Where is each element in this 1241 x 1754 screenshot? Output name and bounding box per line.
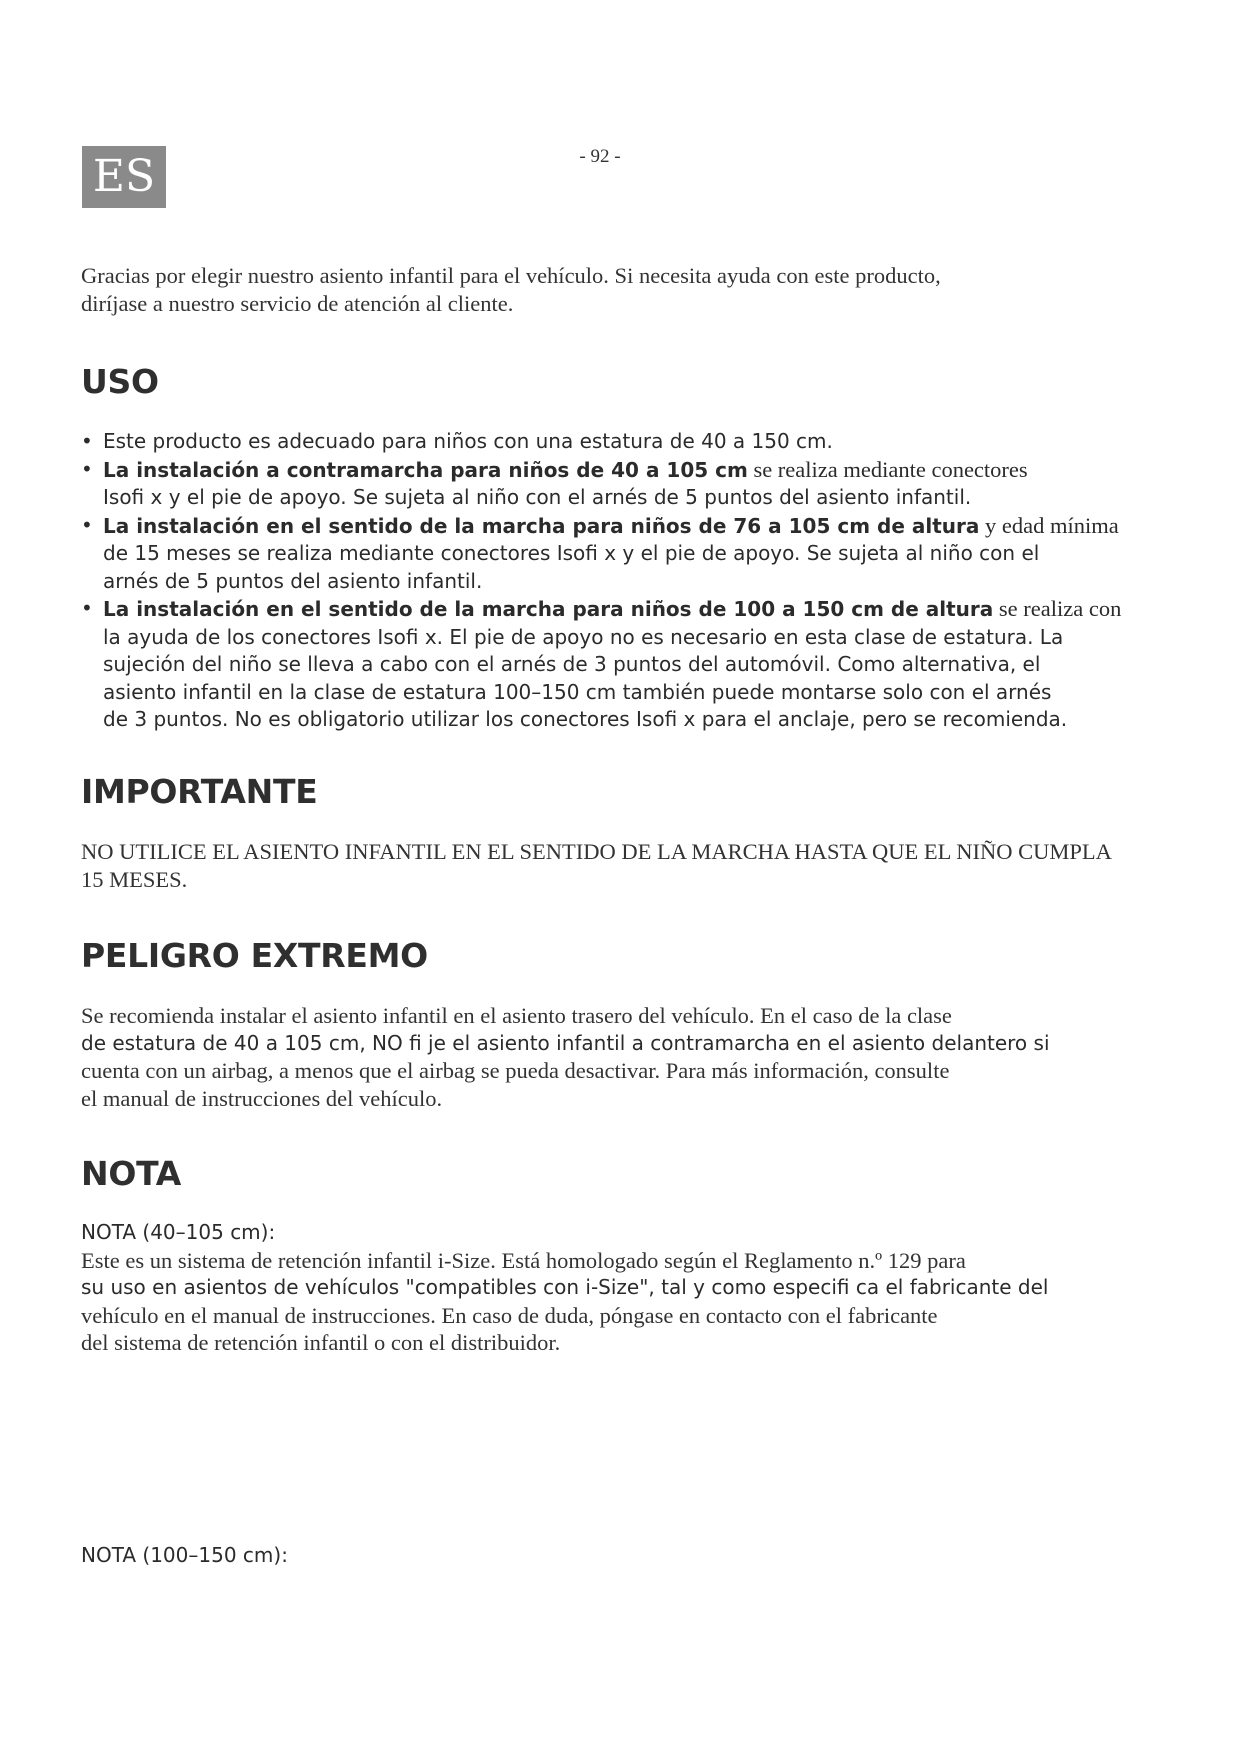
nota-line: Este es un sistema de retención infantil i-Size. Está homologado según el Reglamento n.º 129 para — [81, 1247, 966, 1273]
nota-line: su uso en asientos de vehículos "compatibles con i-Size", tal y como especifi ca el fabricante del — [81, 1275, 1049, 1299]
list-item — [81, 428, 1191, 456]
bullet-icon: • — [81, 596, 93, 620]
list-item — [81, 456, 1191, 512]
section-title-peligro-extremo: PELIGRO EXTREMO — [81, 936, 428, 975]
page-number: - 92 - — [579, 146, 621, 167]
list-item-text: arnés de 5 puntos del asiento infantil. — [103, 568, 483, 593]
list-item-bold: La instalación en el sentido de la marcha para niños de 100 a 150 cm de altura — [103, 597, 994, 621]
list-item-text: y edad mínima — [979, 512, 1119, 538]
list-item-text: la ayuda de los conectores Isofi x. El pie de apoyo no es necesario en esta clase de estatura. La — [103, 624, 1064, 649]
list-item-text: se realiza con — [993, 596, 1122, 621]
list-item-bold: La instalación a contramarcha para niños de 40 a 105 cm — [103, 457, 748, 482]
peligro-line: cuenta con un airbag, a menos que el airbag se pueda desactivar. Para más información, consulte — [81, 1058, 950, 1083]
nota-line: del sistema de retención infantil o con el distribuidor. — [81, 1330, 561, 1355]
language-badge: ES — [82, 146, 166, 208]
importante-line: 15 MESES. — [81, 866, 188, 892]
intro-line: Gracias por elegir nuestro asiento infantil para el vehículo. Si necesita ayuda con este producto, — [81, 263, 941, 288]
uso-list — [81, 428, 1191, 734]
importante-paragraph — [81, 838, 1191, 893]
list-item-bold: La instalación en el sentido de la marcha para niños de 76 a 105 cm de altura — [103, 513, 980, 538]
list-item-text: Este producto es adecuado para niños con una estatura de 40 a 150 cm. — [103, 429, 833, 453]
nota-subheading: NOTA (40–105 cm): — [81, 1220, 276, 1244]
list-item — [81, 595, 1191, 734]
peligro-line: el manual de instrucciones del vehículo. — [81, 1085, 443, 1111]
bullet-icon: • — [81, 456, 93, 481]
section-title-nota: NOTA — [81, 1154, 181, 1193]
list-item-text: Isofi x y el pie de apoyo. Se sujeta al niño con el arnés de 5 puntos del asiento infantil. — [103, 485, 972, 509]
section-title-importante: IMPORTANTE — [81, 772, 318, 811]
list-item-text: asiento infantil en la clase de estatura 100–150 cm también puede montarse solo con el arnés — [103, 679, 1052, 704]
bullet-icon: • — [81, 512, 93, 537]
list-item-text: de 15 meses se realiza mediante conectores Isofi x y el pie de apoyo. Se sujeta al niño con el — [103, 541, 1040, 565]
nota-paragraph — [81, 1219, 1191, 1357]
intro-paragraph — [81, 262, 1181, 317]
nota-subheading-2: NOTA (100–150 cm): — [81, 1543, 288, 1567]
list-item-text: de 3 puntos. No es obligatorio utilizar los conectores Isofi x para el anclaje, pero se recomienda. — [103, 707, 1068, 731]
peligro-paragraph — [81, 1002, 1191, 1112]
nota-line: vehículo en el manual de instrucciones. En caso de duda, póngase en contacto con el fabricante — [81, 1302, 938, 1328]
list-item-text: se realiza mediante conectores — [747, 456, 1028, 482]
list-item-text: sujeción del niño se lleva a cabo con el arnés de 3 puntos del automóvil. Como alternativa, el — [103, 652, 1041, 676]
intro-line: diríjase a nuestro servicio de atención al cliente. — [81, 290, 514, 316]
peligro-line: de estatura de 40 a 105 cm, NO fi je el asiento infantil a contramarcha en el asiento delantero si — [81, 1030, 1050, 1055]
bullet-icon: • — [81, 429, 93, 453]
importante-line: NO UTILICE EL ASIENTO INFANTIL EN EL SENTIDO DE LA MARCHA HASTA QUE EL NIÑO CUMPLA — [81, 839, 1112, 864]
section-title-uso: USO — [81, 362, 159, 401]
list-item — [81, 512, 1191, 596]
peligro-line: Se recomienda instalar el asiento infantil en el asiento trasero del vehículo. En el caso de la clase — [81, 1003, 952, 1028]
